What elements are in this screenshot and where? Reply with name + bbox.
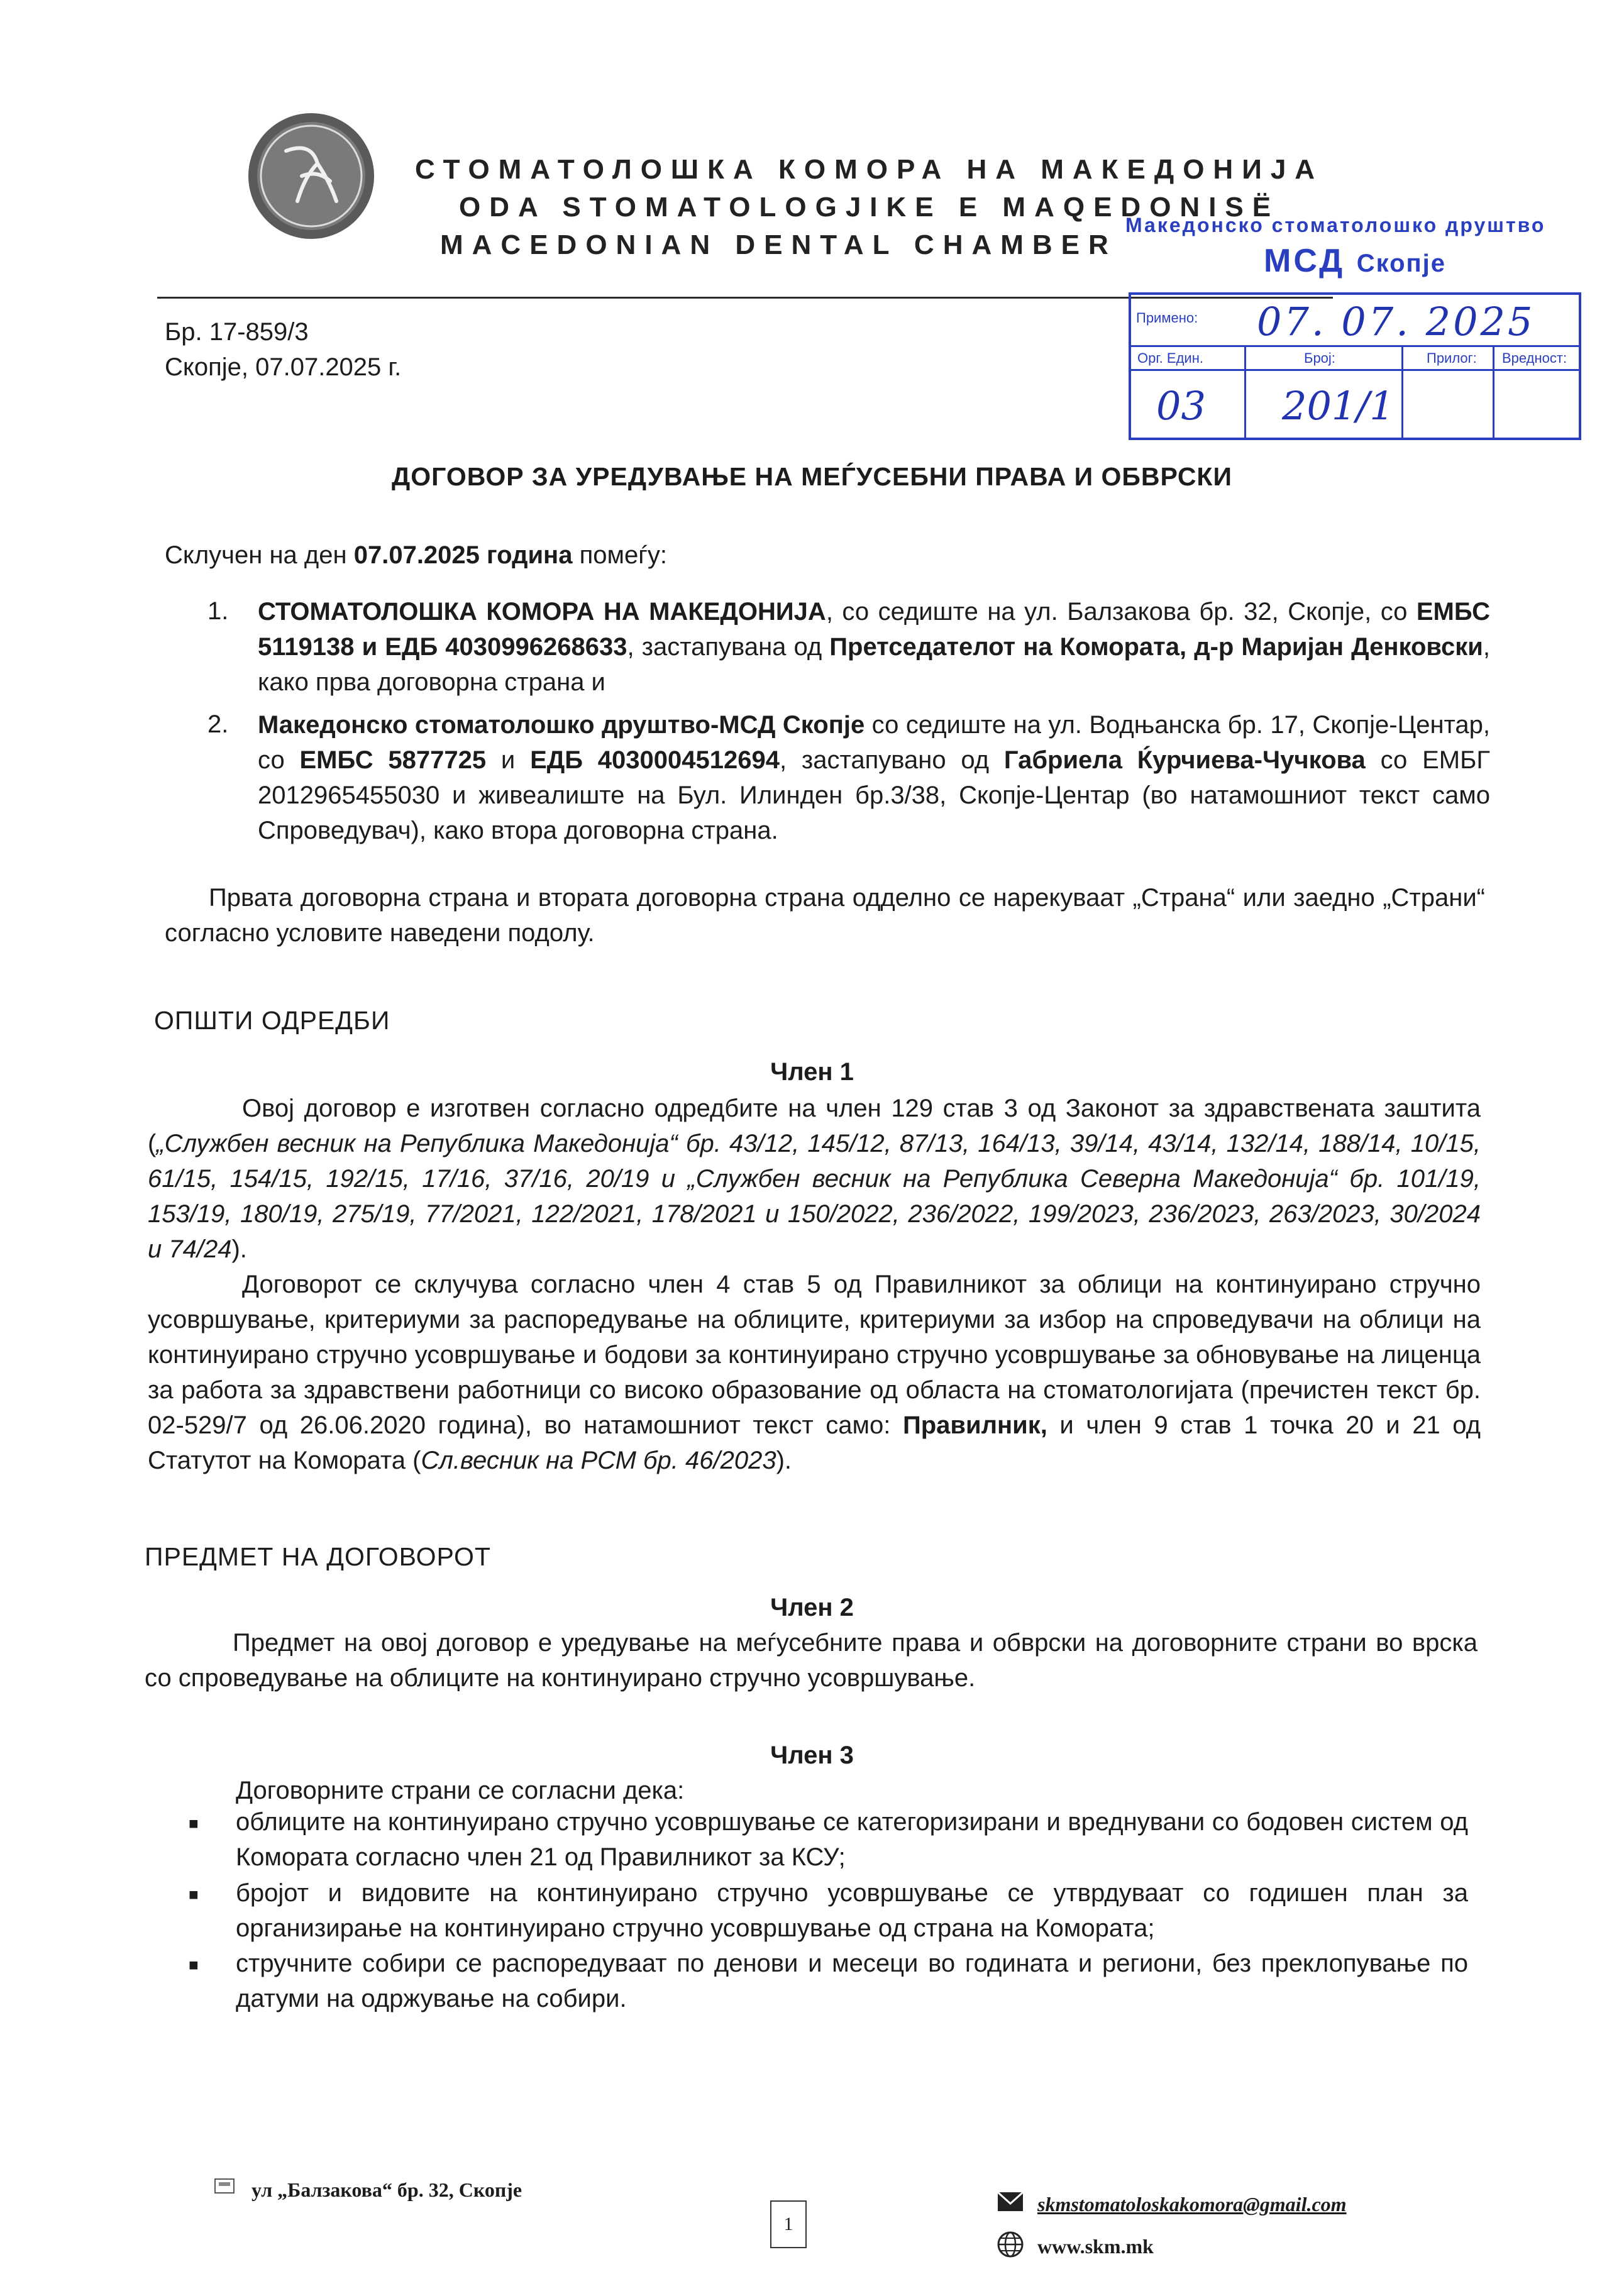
intro-prefix: Склучен на ден: [165, 541, 347, 569]
party-1: [258, 594, 1490, 700]
bullet-icon: ■: [189, 1814, 199, 1833]
stamp-divider: [1244, 345, 1246, 440]
party-1-representative: Претседателот на Комората, д-р Маријан Денковски: [829, 633, 1483, 661]
chamber-name-en: MACEDONIAN DENTAL CHAMBER: [440, 229, 1117, 260]
article-1-text: Овој договор е изготвен согласно одредбите на член 129 став 3 од Законот за здравствената заштита (: [148, 1095, 1481, 1157]
document-title: ДОГОВОР ЗА УРЕДУВАЊЕ НА МЕЃУСЕБНИ ПРАВА И ОБВРСКИ: [392, 462, 1232, 491]
registration-number: Бр. 17-859/3: [165, 318, 309, 346]
stamp-city: Скопје: [1356, 250, 1447, 277]
bullet-icon: ■: [189, 1955, 199, 1974]
party-1-text: , со седиште на ул. Балзакова бр. 32, Скопје, со: [826, 598, 1417, 626]
party-1-name: СТОМАТОЛОШКА КОМОРА НА МАКЕДОНИЈА: [258, 598, 826, 626]
page-number: 1: [770, 2200, 807, 2248]
party-number: 2.: [207, 710, 229, 738]
party-2-representative: Габриела Ќурчиева-Чучкова: [1003, 746, 1366, 774]
stamp-number-label: Број:: [1304, 350, 1335, 366]
received-stamp: [1129, 292, 1581, 440]
stamp-received-label: Примено:: [1136, 310, 1198, 326]
article-2-heading: Член 2: [770, 1594, 854, 1621]
party-2-embs: ЕМБС 5877725: [299, 746, 487, 774]
party-2-edb: ЕДБ 4030004512694: [530, 746, 780, 774]
footer-address: ул „Балзакова“ бр. 32, Скопје: [251, 2178, 522, 2201]
section-subject: ПРЕДМЕТ НА ДОГОВОРОТ: [145, 1542, 491, 1571]
article-1-paragraph-2: [148, 1267, 1481, 1478]
article-3-item: стручните собири се распоредуваат по денови и месеци во годината и региони, без преклопување по датуми на одржување на собири.: [236, 1950, 1468, 2012]
party-2-text: со седиште на ул. Водњанска бр. 17, Скопје-Центар, со: [258, 711, 1491, 774]
article-3-lead: Договорните страни се согласни дека:: [236, 1777, 685, 1804]
article-1-text: ).: [231, 1235, 247, 1263]
intro-line: [165, 538, 1485, 573]
stamp-unit-value: 03: [1156, 383, 1206, 429]
party-1-text: , застапувана од: [627, 633, 830, 661]
registration-place-date: Скопје, 07.07.2025 г.: [165, 353, 402, 381]
party-1-ids: ЕМБС 5119138 и ЕДБ 4030996268633: [258, 598, 1490, 661]
chamber-name-al: ODA STOMATOLOGJIKE E MAQEDONISË: [459, 192, 1280, 223]
stamp-divider: [1401, 345, 1403, 440]
stamp-received-row: [1131, 295, 1579, 347]
stamp-msd: [1264, 242, 1446, 280]
bullet-icon: ■: [189, 1885, 199, 1904]
chamber-logo-icon: [242, 107, 380, 245]
stamp-unit-label: Орг. Един.: [1137, 350, 1203, 366]
parties-note: Првата договорна страна и втората договорна страна одделно се нарекуваат „Страна“ или заедно „Страни“ согласно условите наведени подолу.: [165, 884, 1485, 947]
party-2: [258, 707, 1490, 848]
article-1-gazette-list: „Службен весник на Република Македонија“ бр. 43/12, 145/12, 87/13, 164/13, 39/14, 43/14, 132/14, 188/14, 10/15, 61/15, 154/15, 192/15, 17/16, 37/16, 20/19 и „Службен весник на Република Северна Македонија“ бр. 101/19, 153/19, 180/19, 275/19, 77/2021, 122/2021, 178/2021 и 150/2022, 236/2022, 199/2023, 236/2023, 263/2023, 30/2024 и 74/24: [148, 1130, 1481, 1263]
intro-suffix: помеѓу:: [579, 541, 667, 569]
stamp-number-value: 201/1: [1282, 383, 1395, 429]
globe-icon: [997, 2231, 1024, 2258]
article-2-text: Предмет на овој договор е уредување на меѓусебните права и обврски на договорните страни во врска со спроведување на облиците на континуирано стручно усовршување.: [145, 1629, 1478, 1692]
chamber-name-mk: СТОМАТОЛОШКА КОМОРА НА МАКЕДОНИЈА: [415, 154, 1324, 185]
footer-website[interactable]: www.skm.mk: [1037, 2235, 1154, 2258]
article-3-item: облиците на континуирано стручно усовршување се категоризирани и вреднувани со бодовен систем од Комората согласно член 21 од Правилникот за КСУ;: [236, 1808, 1468, 1871]
article-3-heading: Член 3: [770, 1741, 854, 1769]
article-1-text: и член 9 став 1 точка 20 и 21 од Статутот на Комората (: [148, 1411, 1481, 1474]
party-number: 1.: [207, 597, 229, 625]
section-general-provisions: ОПШТИ ОДРЕДБИ: [154, 1006, 390, 1035]
article-3-item: бројот и видовите на континуирано стручно усовршување се утврдуваат со годишен план за организирање на континуирано стручно усовршување од страна на Комората;: [236, 1879, 1468, 1942]
stamp-organization: Македонско стоматолошко друштво: [1125, 214, 1546, 236]
article-1-text: ).: [776, 1447, 792, 1474]
stamp-divider: [1493, 345, 1494, 440]
stamp-value-label: Вредност:: [1502, 350, 1567, 366]
stamp-msd-abbr: МСД: [1264, 243, 1345, 279]
article-1-rulebook-term: Правилник,: [902, 1411, 1047, 1439]
phone-icon: [214, 2177, 235, 2195]
registration-block: [165, 314, 401, 385]
article-1-heading: Член 1: [770, 1058, 854, 1086]
chamber-name-block: [402, 151, 1324, 264]
intro-date: 07.07.2025 година: [353, 541, 573, 569]
article-1-text: Договорот се склучува согласно член 4 став 5 од Правилникот за облици на континуирано стручно усовршување, критериуми за распоредување на облиците, критериуми за избор на спроведувачи на облици на континуирано стручно усовршување и бодови за континуирано стручно усовршување за обновување на лиценца за работа за здравствени работници со високо образование од областа на стоматологијата (пречистен текст бр. 02-529/7 од 26.06.2020 година), во натамошниот текст само:: [148, 1271, 1481, 1439]
party-2-text: со ЕМБГ 2012965455030 и живеалиште на Бул. Илинден бр.3/38, Скопје-Центар (во натамошниот текст само Спроведувач), како втора договорна страна.: [258, 746, 1490, 844]
party-2-text: и: [486, 746, 531, 774]
article-1-statute-gazette: Сл.весник на РСМ бр. 46/2023: [421, 1447, 776, 1474]
article-1-paragraph-1: [148, 1091, 1481, 1267]
party-2-name: Македонско стоматолошко друштво-МСД Скопје: [258, 711, 865, 739]
stamp-received-date: 07. 07. 2025: [1257, 299, 1535, 345]
stamp-attachment-label: Прилог:: [1427, 350, 1477, 366]
footer-email[interactable]: skmstomatoloskakomora@gmail.com: [1037, 2193, 1347, 2216]
party-1-text: , како прва договорна страна и: [258, 633, 1491, 696]
mail-icon: [997, 2191, 1024, 2212]
party-2-text: , застапувано од: [779, 746, 1004, 774]
